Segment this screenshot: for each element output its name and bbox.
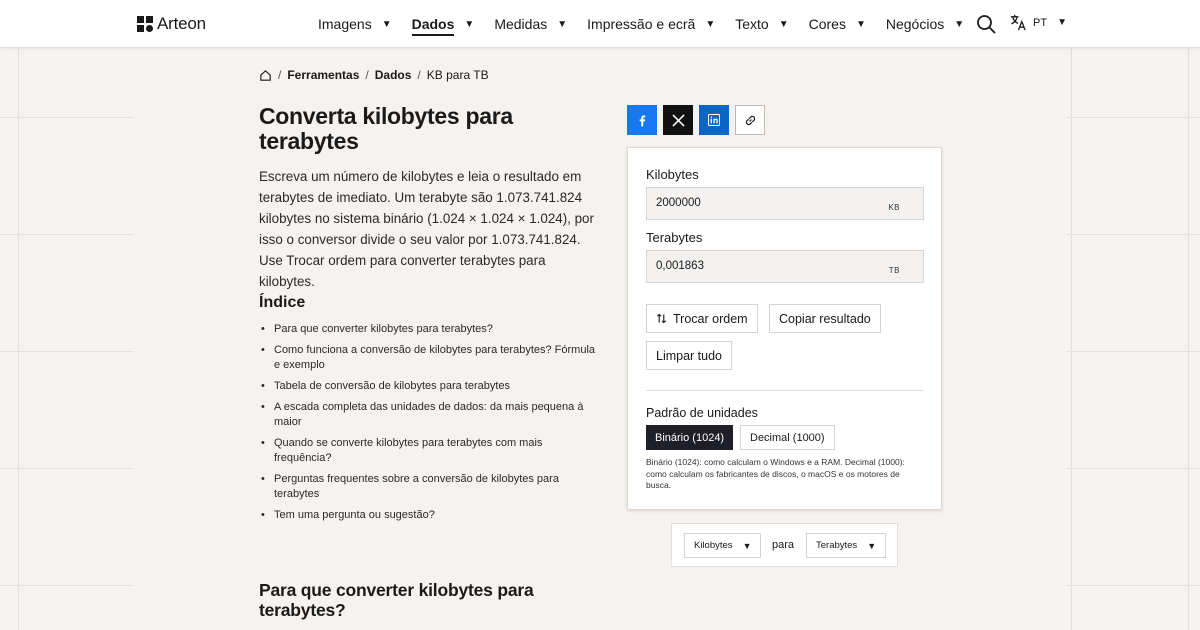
toc-item[interactable]: • Perguntas frequentes sobre a conversão de kilobytes para terabytes xyxy=(259,472,599,502)
nav-item-label: Imagens xyxy=(318,16,372,32)
page-title: Converta kilobytes para terabytes xyxy=(259,103,513,154)
section-title: Para que converter kilobytes para terabytes? xyxy=(259,580,534,620)
nav-item-label: Texto xyxy=(735,16,769,32)
breadcrumb-dados[interactable]: Dados xyxy=(374,68,412,82)
x-icon xyxy=(672,114,685,127)
nav-item-cores[interactable] xyxy=(809,0,866,48)
top-header xyxy=(0,0,1200,48)
caret-down-icon: ▼ xyxy=(557,18,568,30)
caret-down-icon: ▼ xyxy=(1057,17,1067,28)
caret-down-icon: ▼ xyxy=(867,540,877,551)
unit-connector: para xyxy=(772,539,795,551)
brand-name: Arteon xyxy=(157,14,206,33)
terabytes-output[interactable] xyxy=(656,260,876,272)
nav-item-negocios[interactable] xyxy=(886,0,964,48)
toc-item[interactable]: • Como funciona a conversão de kilobytes para terabytes? Fórmula e exemplo xyxy=(259,343,599,373)
nav-item-label: Dados xyxy=(412,16,455,36)
breadcrumb-separator: / xyxy=(417,68,421,82)
caret-down-icon: ▼ xyxy=(381,18,392,30)
search-icon[interactable] xyxy=(976,14,996,34)
facebook-icon xyxy=(637,114,647,127)
translate-icon xyxy=(1010,14,1027,31)
caret-down-icon: ▼ xyxy=(742,540,752,551)
share-facebook-button[interactable] xyxy=(627,105,657,135)
toc-title: Índice xyxy=(259,294,306,311)
from-unit-select[interactable] xyxy=(684,533,761,558)
main-content xyxy=(134,48,1066,630)
language-selector[interactable] xyxy=(1010,14,1067,31)
caret-down-icon: ▼ xyxy=(778,18,789,30)
divider xyxy=(646,390,924,391)
input-label: Kilobytes xyxy=(646,167,699,182)
output-label: Terabytes xyxy=(646,230,703,245)
binary-standard-option[interactable]: Binário (1024) xyxy=(646,425,733,450)
main-nav xyxy=(318,0,984,48)
terabytes-field xyxy=(646,250,924,283)
link-icon xyxy=(744,114,757,127)
nav-item-label: Impressão e ecrã xyxy=(587,16,696,32)
unit-standard-note: Binário (1024): como calculam o Windows e a RAM. Decimal (1000): como calculam os fabricantes de discos, o macOS e os motores de busca. xyxy=(646,457,905,490)
toc-item[interactable]: • Tabela de conversão de kilobytes para terabytes xyxy=(259,379,599,394)
nav-item-texto[interactable] xyxy=(735,0,788,48)
share-buttons xyxy=(627,105,765,135)
breadcrumb-current: KB para TB xyxy=(426,68,489,82)
kilobytes-field xyxy=(646,187,924,220)
clear-all-button[interactable] xyxy=(646,341,732,370)
nav-item-dados[interactable] xyxy=(412,0,475,48)
toc-item[interactable]: • Quando se converte kilobytes para terabytes com mais frequência? xyxy=(259,436,599,466)
breadcrumb xyxy=(259,68,489,82)
nav-item-label: Negócios xyxy=(885,16,945,32)
swap-button-label: Trocar ordem xyxy=(673,311,748,326)
breadcrumb-separator: / xyxy=(278,68,282,82)
copy-result-button[interactable] xyxy=(769,304,881,333)
toc-item[interactable]: • Tem uma pergunta ou sugestão? xyxy=(259,508,599,523)
decimal-standard-option[interactable]: Decimal (1000) xyxy=(740,425,835,450)
share-x-button[interactable] xyxy=(663,105,693,135)
table-of-contents xyxy=(259,322,599,529)
to-unit-select[interactable] xyxy=(806,533,886,558)
unit-standard-label: Padrão de unidades xyxy=(646,406,758,420)
caret-down-icon: ▼ xyxy=(855,18,866,30)
nav-item-imagens[interactable] xyxy=(318,0,392,48)
from-unit-value: Kilobytes xyxy=(694,540,733,551)
caret-down-icon: ▼ xyxy=(954,18,965,30)
breadcrumb-ferramentas[interactable]: Ferramentas xyxy=(287,68,360,82)
copy-result-label: Copiar resultado xyxy=(779,311,871,326)
breadcrumb-separator: / xyxy=(365,68,369,82)
linkedin-icon xyxy=(708,114,720,126)
copy-link-button[interactable] xyxy=(735,105,765,135)
to-unit-value: Terabytes xyxy=(816,540,858,551)
brand-logo[interactable] xyxy=(137,14,206,34)
caret-down-icon: ▼ xyxy=(705,18,716,30)
kilobytes-input[interactable] xyxy=(656,197,876,209)
home-icon[interactable] xyxy=(259,69,272,82)
nav-item-label: Cores xyxy=(808,16,846,32)
toc-item[interactable]: • A escada completa das unidades de dados: da mais pequena à maior xyxy=(259,400,599,430)
swap-arrows-icon xyxy=(656,313,667,324)
toc-item[interactable]: • Para que converter kilobytes para terabytes? xyxy=(259,322,599,337)
output-unit: TB xyxy=(888,266,900,275)
nav-item-medidas[interactable] xyxy=(494,0,567,48)
unit-switch-bar xyxy=(671,523,898,567)
converter-card xyxy=(627,147,942,510)
clear-all-label: Limpar tudo xyxy=(656,348,723,363)
caret-down-icon: ▼ xyxy=(464,18,475,30)
intro-paragraph: Escreva um número de kilobytes e leia o resultado em terabytes de imediato. Um terabyte são 1.073.741.824 kilobytes no sistema binário (1.024 × 1.024 × 1.024), por isso o conversor divide o seu valor por 1.073.741.824. Use Trocar ordem para converter terabytes para kilobytes. xyxy=(259,169,594,289)
swap-button[interactable] xyxy=(646,304,758,333)
arteon-logo-icon xyxy=(137,16,153,32)
nav-item-label: Medidas xyxy=(494,16,548,32)
share-linkedin-button[interactable] xyxy=(699,105,729,135)
input-unit: KB xyxy=(888,203,900,212)
nav-item-impressao-e-ecra[interactable] xyxy=(587,0,715,48)
language-code: PT xyxy=(1033,16,1048,29)
